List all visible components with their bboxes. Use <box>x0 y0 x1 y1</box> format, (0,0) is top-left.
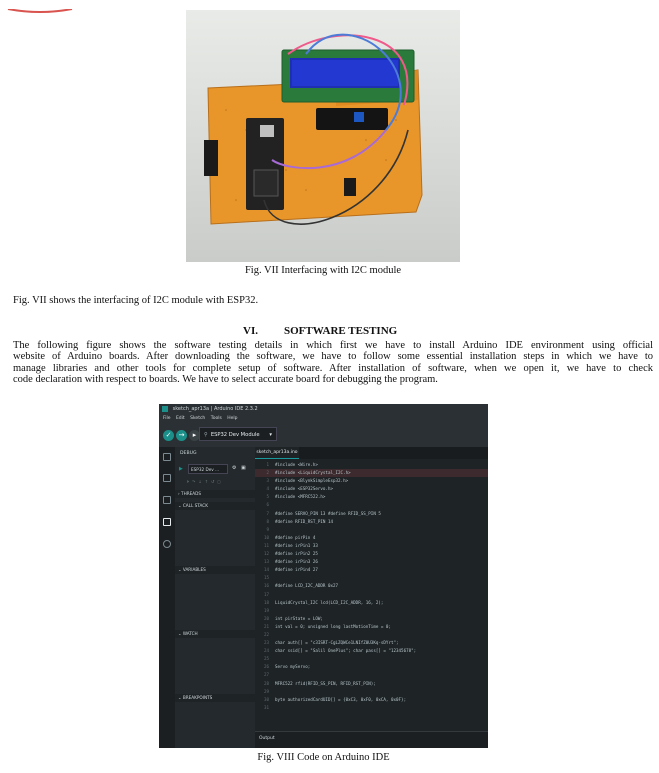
line-number: 14 <box>263 567 269 573</box>
code-line <box>255 461 488 469</box>
menu-help[interactable]: Help <box>227 416 238 421</box>
file-tab[interactable]: sketch_apr13a.ino <box>255 447 299 459</box>
menu-tools[interactable]: Tools <box>210 416 222 421</box>
body-line: code declaration with respect to boards. We have to select accurate board for debugging the program. <box>13 374 438 386</box>
code-text: #define pirPin 4 <box>275 534 316 540</box>
code-line <box>255 623 488 631</box>
code-line <box>255 696 488 704</box>
code-text: char ssid[] = "Salil OnePlus"; char pass[] = "12345678"; <box>275 648 417 654</box>
line-number: 30 <box>263 696 269 702</box>
ide-window-title: sketch_apr13a | Arduino IDE 2.3.2 <box>172 406 258 412</box>
line-number: 21 <box>263 623 269 629</box>
debug-label: DEBUG <box>180 451 197 456</box>
line-number: 16 <box>263 583 269 589</box>
code-text: int pirState = LOW; <box>275 615 323 621</box>
debug-view-icon[interactable] <box>163 518 171 526</box>
section-number: VI. <box>243 325 258 337</box>
code-line <box>255 493 488 501</box>
code-line <box>255 704 488 712</box>
code-text: #include <BlynkSimpleEsp32.h> <box>275 478 349 484</box>
ide-title-bar <box>159 404 488 414</box>
settings-icon[interactable]: ⚙ <box>232 465 237 471</box>
line-number: 29 <box>263 688 269 694</box>
breakpoints-section[interactable]: ⌄ BREAKPOINTS <box>175 694 255 702</box>
line-number: 27 <box>263 672 269 678</box>
code-line <box>255 534 488 542</box>
code-line <box>255 477 488 485</box>
code-line <box>255 671 488 679</box>
code-line <box>255 647 488 655</box>
call-stack-section[interactable]: ⌄ CALL STACK <box>175 502 255 510</box>
top-fragment <box>0 0 80 4</box>
chevron-down-icon: ▾ <box>269 432 272 438</box>
ide-toolbar <box>159 423 488 447</box>
code-line <box>255 688 488 696</box>
line-number: 12 <box>263 551 269 557</box>
code-line <box>255 663 488 671</box>
debug-button[interactable]: ▸ <box>189 430 200 441</box>
verify-button[interactable]: ✓ <box>163 430 174 441</box>
code-line <box>255 469 488 477</box>
code-line <box>255 680 488 688</box>
debug-panel <box>175 447 255 748</box>
code-line <box>255 542 488 550</box>
code-text: MFRC522 rfid(RFID_SS_PIN, RFID_RST_PIN); <box>275 680 376 686</box>
threads-section[interactable]: › THREADS <box>175 490 255 498</box>
code-lines <box>255 461 488 712</box>
line-number: 1 <box>266 462 269 467</box>
line-number: 24 <box>263 648 269 654</box>
console-icon[interactable]: ▣ <box>241 465 246 471</box>
body-line: manage libraries and other tools for complete setup of software. After installation of software, when we open it, we have to check <box>13 362 653 374</box>
body-line: website of Arduino boards. After downloading the software, we have to follow some essential installation steps in which we have to <box>13 351 653 363</box>
code-text: #define LCD_I2C_ADDR 0x27 <box>275 583 339 589</box>
code-line <box>255 599 488 607</box>
figure-7-caption: Fig. VII Interfacing with I2C module <box>244 265 402 276</box>
section-title: SOFTWARE TESTING <box>284 325 398 337</box>
line-number: 3 <box>266 478 269 484</box>
code-line <box>255 582 488 590</box>
line-number: 6 <box>266 502 269 508</box>
code-text: LiquidCrystal_I2C lcd(LCD_I2C_ADDR, 16, 2); <box>275 599 384 605</box>
line-number: 10 <box>263 534 269 540</box>
upload-button[interactable]: → <box>176 430 187 441</box>
start-debug-icon[interactable]: ▶ <box>179 466 183 472</box>
line-number: 7 <box>266 510 269 516</box>
ide-activity-bar <box>159 447 175 748</box>
board-selector[interactable] <box>199 427 277 441</box>
library-manager-icon[interactable] <box>163 496 171 504</box>
code-text: #define irPin2 25 <box>275 551 318 557</box>
body-line: The following figure shows the software testing details in which first we have to install Arduino IDE environment using official <box>13 340 653 351</box>
ide-menu-bar <box>159 414 488 423</box>
code-line <box>255 566 488 574</box>
line-number: 9 <box>266 526 269 532</box>
code-text: #include <LiquidCrystal_I2C.h> <box>275 470 351 476</box>
code-line <box>255 526 488 534</box>
code-line <box>255 501 488 509</box>
board-name: ESP32 Dev Module <box>210 432 260 438</box>
code-text: #include <Wire.h> <box>275 462 318 467</box>
code-line <box>255 558 488 566</box>
line-number: 25 <box>263 656 269 662</box>
line-number: 5 <box>266 494 269 500</box>
line-number: 19 <box>263 607 269 613</box>
search-icon[interactable] <box>163 540 171 548</box>
line-number: 18 <box>263 599 269 605</box>
line-number: 17 <box>263 591 269 597</box>
code-text: #define SERVO_PIN 13 #define RFID_SS_PIN 5 <box>275 510 381 516</box>
line-number: 11 <box>263 542 269 548</box>
paragraph-1: Fig. VII shows the interfacing of I2C module with ESP32. <box>13 295 259 306</box>
code-line <box>255 518 488 526</box>
code-line <box>255 510 488 518</box>
code-text: #include <MFRC522.h> <box>275 494 326 500</box>
menu-edit[interactable]: Edit <box>175 416 185 421</box>
line-number: 28 <box>263 680 269 686</box>
line-number: 13 <box>263 559 269 565</box>
code-text: #include <ESP32Servo.h> <box>275 486 333 492</box>
line-number: 20 <box>263 615 269 621</box>
line-number: 4 <box>266 486 269 492</box>
figure-8-ide-screenshot <box>159 404 488 748</box>
code-line <box>255 591 488 599</box>
code-text: #define RFID_RST_PIN 14 <box>275 518 333 524</box>
body-paragraph <box>13 340 653 386</box>
menu-file[interactable]: File <box>163 416 171 421</box>
code-line <box>255 631 488 639</box>
code-text: int val = 0; unsigned long lastMotionTime = 0; <box>275 623 391 629</box>
output-panel <box>255 731 488 748</box>
code-line <box>255 639 488 647</box>
code-editor[interactable] <box>255 447 488 731</box>
code-line <box>255 655 488 663</box>
variables-section[interactable]: ⌄ VARIABLES <box>175 566 255 574</box>
boards-manager-icon[interactable] <box>163 474 171 482</box>
code-text: #define irPin3 26 <box>275 559 318 565</box>
code-text: #define irPin4 27 <box>275 567 318 573</box>
figure-8-caption: Fig. VIII Code on Arduino IDE <box>257 752 390 763</box>
usb-icon: ⚲ <box>204 432 208 438</box>
arduino-logo-icon <box>162 406 168 412</box>
line-number: 15 <box>263 575 269 581</box>
sketchbook-icon[interactable] <box>163 453 171 461</box>
code-text: char auth[] = "c3ISRT-CgLZQWCe1LNIfZ0U3Kq-sDYrt"; <box>275 640 399 646</box>
line-number: 23 <box>263 640 269 646</box>
line-number: 2 <box>266 470 269 476</box>
code-line <box>255 574 488 582</box>
code-text: Servo myServo; <box>275 664 311 670</box>
output-label: Output <box>259 736 275 741</box>
menu-sketch[interactable]: Sketch <box>190 416 206 421</box>
line-number: 31 <box>263 704 269 710</box>
code-line <box>255 607 488 615</box>
line-number: 26 <box>263 664 269 670</box>
debug-step-controls[interactable]: ⏵↷↓↑↺◻ <box>187 479 224 484</box>
figure-7-photo <box>186 10 460 262</box>
code-line <box>255 485 488 493</box>
code-text: #define irPin1 33 <box>275 542 318 548</box>
code-line <box>255 550 488 558</box>
debug-board-select[interactable]: ESP32 Dev ... <box>188 464 228 474</box>
code-text: byte authorizedCardUID[] = {0xC3, 0xF0, 0xCA, 0x0F}; <box>275 696 407 702</box>
watch-section[interactable]: ⌄ WATCH <box>175 630 255 638</box>
line-number: 22 <box>263 631 269 637</box>
line-number: 8 <box>266 518 269 524</box>
code-line <box>255 615 488 623</box>
